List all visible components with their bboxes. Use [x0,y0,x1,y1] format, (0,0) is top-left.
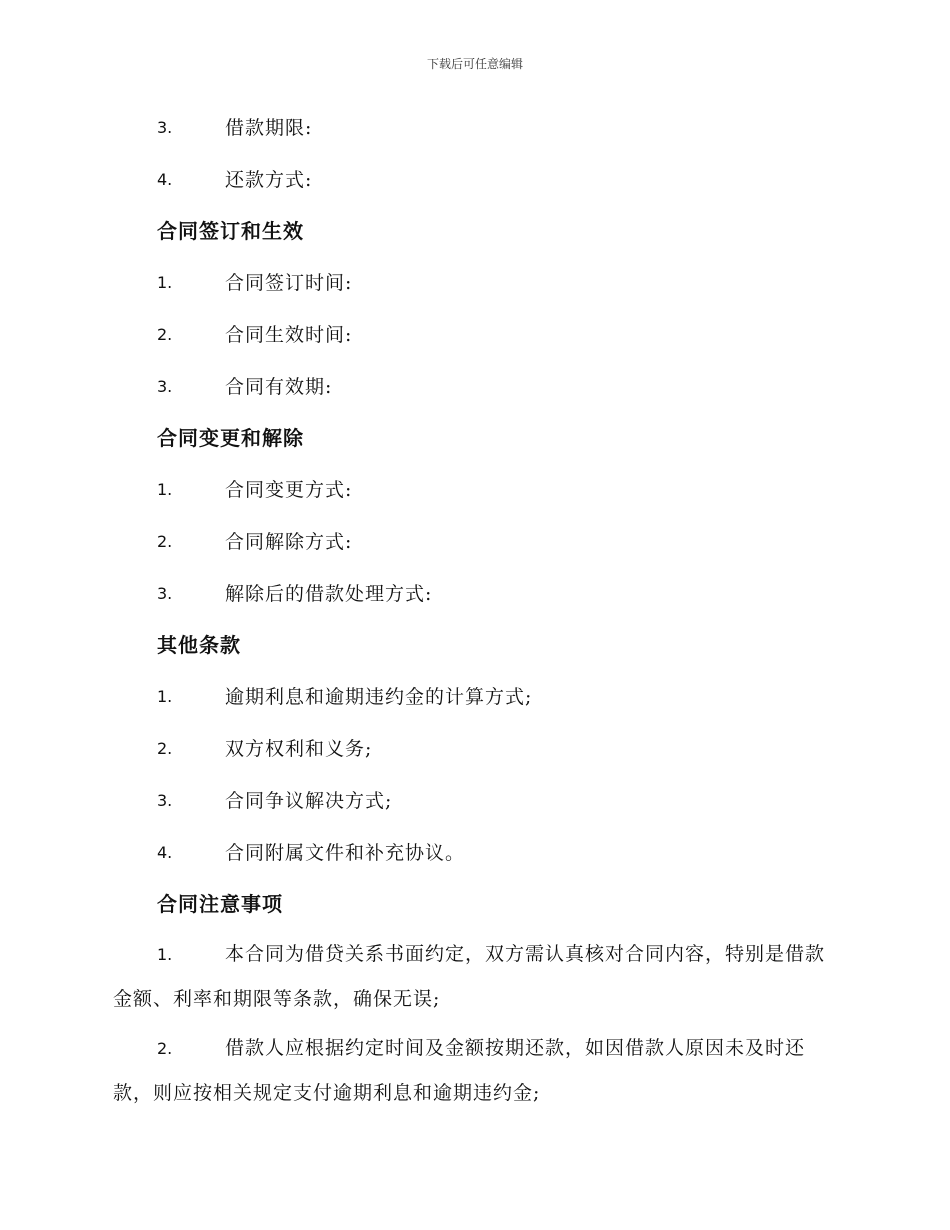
section-heading-signing: 合同签订和生效 [157,219,304,243]
item-number: 3. [157,791,173,810]
item-text: 合同争议解决方式; [225,790,393,812]
item-number: 1. [157,273,173,292]
section-heading-notes: 合同注意事项 [157,892,283,916]
item-text: 本合同为借贷关系书面约定，双方需认真核对合同内容，特别是借款金额、利率和期限等条款，确保无误; [113,943,826,1010]
section-heading-other: 其他条款 [157,633,241,657]
item-text: 合同有效期: [225,376,333,398]
note-paragraph [113,932,838,1021]
item-text: 解除后的借款处理方式: [225,583,433,605]
item-number: 2. [157,325,173,344]
item-text: 合同变更方式: [225,479,353,501]
header-note: 下载后可任意编辑 [426,57,523,71]
item-text: 合同解除方式: [225,531,353,553]
item-text: 借款期限: [225,117,313,139]
item-text: 借款人应根据约定时间及金额按期还款，如因借款人原因未及时还款，则应按相关规定支付逾期利息和逾期违约金; [113,1037,806,1104]
item-text: 双方权利和义务; [225,738,373,760]
item-number: 2. [157,739,173,758]
item-number: 3. [157,118,173,137]
item-text: 合同附属文件和补充协议。 [225,842,466,864]
item-number: 2. [157,532,173,551]
item-number: 2. [157,1039,173,1058]
item-number: 1. [157,687,173,706]
item-number: 4. [157,170,173,189]
item-number: 3. [157,377,173,396]
item-text: 还款方式: [225,169,313,191]
item-number: 1. [157,945,173,964]
item-text: 逾期利息和逾期违约金的计算方式; [225,686,533,708]
item-number: 3. [157,584,173,603]
item-text: 合同签订时间: [225,272,353,294]
item-text: 合同生效时间: [225,324,353,346]
note-paragraph [113,1026,838,1115]
item-number: 4. [157,843,173,862]
item-number: 1. [157,480,173,499]
section-heading-change: 合同变更和解除 [157,426,304,450]
